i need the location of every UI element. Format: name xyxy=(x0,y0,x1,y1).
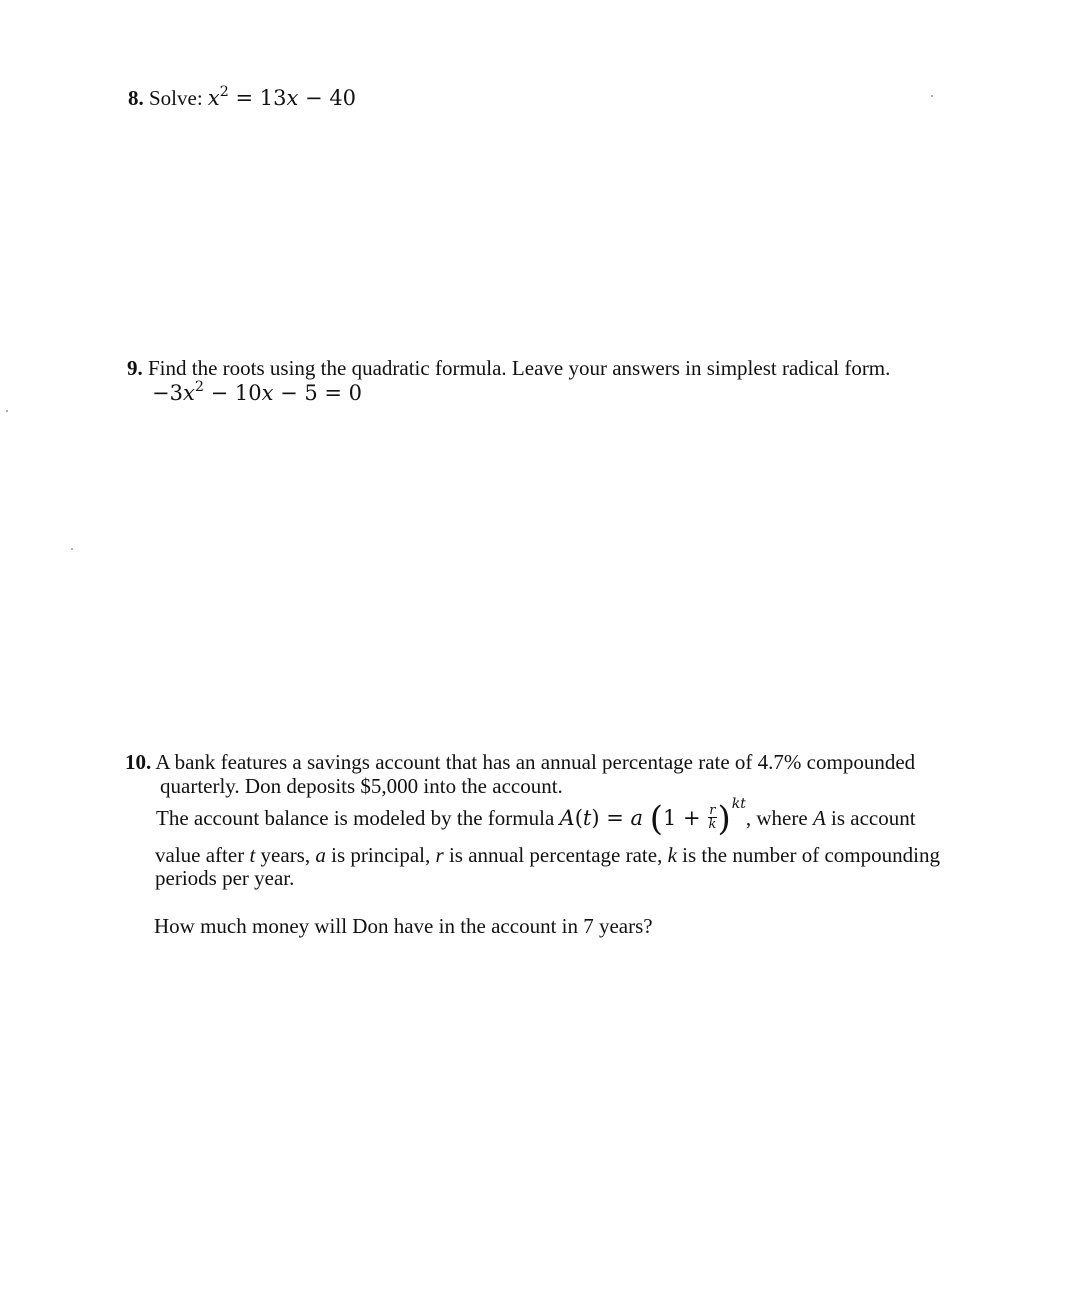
question-number: 10. xyxy=(125,750,152,774)
formula-t: t xyxy=(582,806,592,830)
question-prompt: Find the roots using the quadratic formula. Leave your answers in simplest radical form. xyxy=(148,356,891,380)
question-prompt: Solve: xyxy=(149,86,208,110)
text: years, xyxy=(255,843,316,867)
var-x: x xyxy=(286,86,299,110)
scan-speck xyxy=(6,410,8,412)
equation xyxy=(208,86,356,110)
question-8 xyxy=(128,86,356,111)
text: value after xyxy=(155,843,250,867)
middle-term: − 10 xyxy=(203,381,262,405)
coefficient: 13 xyxy=(259,86,287,110)
formula-a: a xyxy=(630,806,644,830)
formula-right-paren: ) xyxy=(717,799,731,839)
formula-A: A xyxy=(559,806,575,830)
scan-speck xyxy=(931,95,933,97)
question-text-line: quarterly. Don deposits $5,000 into the account. xyxy=(160,774,563,798)
constant-term: − 40 xyxy=(298,86,357,110)
var-x: x xyxy=(182,381,195,405)
formula-paren: ( xyxy=(574,806,583,830)
var-a: a xyxy=(315,843,326,867)
question-text-line xyxy=(155,843,940,868)
exponent: 2 xyxy=(194,379,204,396)
var-x: x xyxy=(207,86,220,110)
question-9 xyxy=(127,356,890,381)
formula-equals: = xyxy=(599,806,631,830)
formula-left-paren: ( xyxy=(649,799,663,839)
formula-intro: The account balance is modeled by the formula xyxy=(156,806,560,830)
question-text-line: A bank features a savings account that has an annual percentage rate of 4.7% compounded xyxy=(155,750,916,774)
fraction-numerator: r xyxy=(709,803,716,818)
var-k: k xyxy=(667,843,677,867)
question-text-line: periods per year. xyxy=(155,866,295,890)
compound-interest-formula xyxy=(559,796,746,839)
constant-term: − 5 = 0 xyxy=(273,381,363,405)
question-number: 8. xyxy=(128,86,144,110)
formula-line xyxy=(156,796,916,839)
text: is annual percentage rate, xyxy=(443,843,668,867)
formula-trailer: is account xyxy=(825,806,916,830)
var-A: A xyxy=(812,806,826,830)
fraction-denominator: k xyxy=(708,817,717,832)
exponent: 2 xyxy=(219,84,229,101)
formula-trailer: , where xyxy=(745,806,813,830)
question-number: 9. xyxy=(127,356,143,380)
text: is the number of compounding xyxy=(676,843,940,867)
question-10-ask: How much money will Don have in the account in 7 years? xyxy=(154,914,653,938)
formula-exponent: kt xyxy=(731,796,746,812)
question-9-equation xyxy=(152,381,362,406)
var-x: x xyxy=(261,381,274,405)
coefficient: −3 xyxy=(152,381,183,405)
formula-fraction xyxy=(708,804,716,831)
var-t: t xyxy=(249,843,256,867)
question-10 xyxy=(125,750,915,775)
var-r: r xyxy=(435,843,444,867)
scan-speck xyxy=(71,548,73,550)
relation: = xyxy=(228,86,260,110)
formula-paren: ) xyxy=(591,806,600,830)
formula-one-plus: 1 + xyxy=(662,806,708,830)
text: is principal, xyxy=(325,843,436,867)
